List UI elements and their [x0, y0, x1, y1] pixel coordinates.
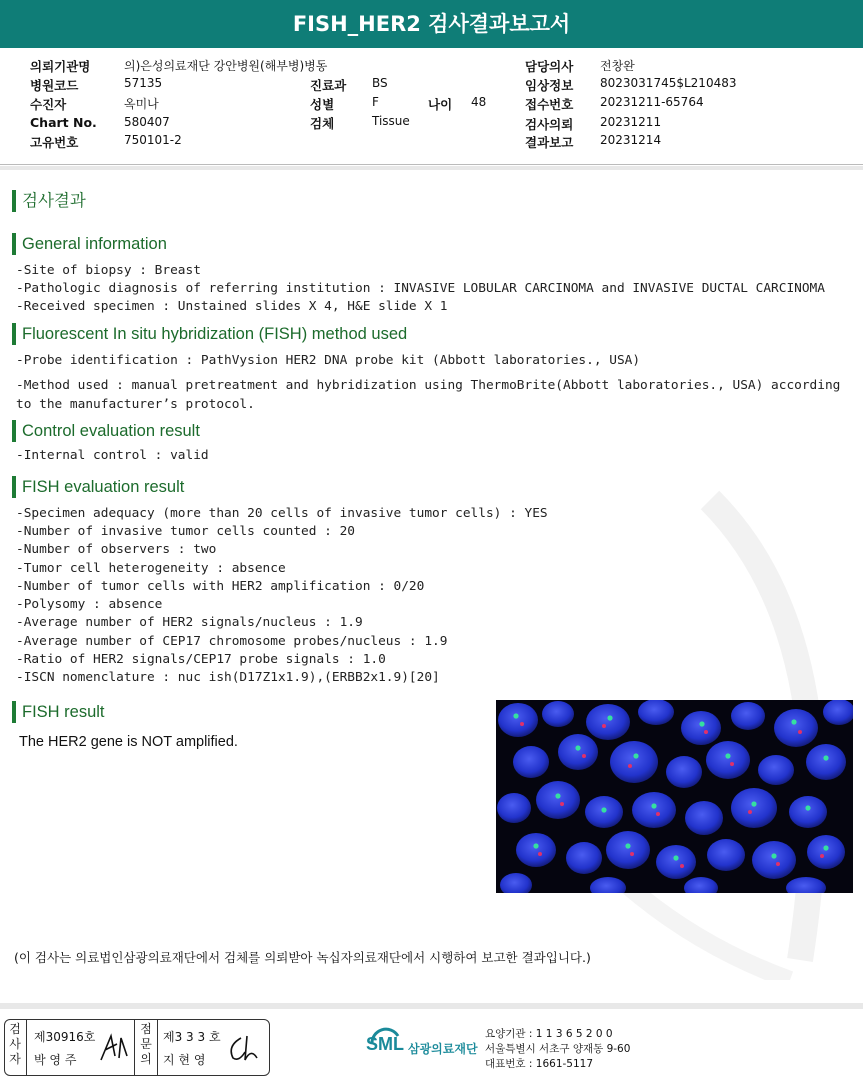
footer-divider — [0, 1003, 863, 1009]
general-site: -Site of biopsy : Breast — [16, 263, 201, 278]
hospital-code-label: 병원코드 — [30, 78, 79, 93]
method-line-1: -Method used : manual pretreatment and hybridization using ThermoBrite(Abbott laboratories., USA) according — [16, 378, 841, 393]
request-label: 검사의뢰 — [525, 117, 574, 132]
org-address-block — [485, 1027, 630, 1072]
section-results: 검사결과 — [12, 190, 86, 212]
doctor-label: 담당의사 — [525, 59, 574, 74]
receipt-value: 20231211-65764 — [600, 95, 704, 109]
doctor-value: 전창완 — [600, 59, 635, 73]
method-probe: -Probe identification : PathVysion HER2 DNA probe kit (Abbott laboratories., USA) — [16, 353, 641, 368]
section-evaluation: FISH evaluation result — [12, 476, 184, 498]
section-control: Control evaluation result — [12, 420, 200, 442]
evaluation-item-3: -Number of observers : two — [16, 542, 217, 557]
fish-result-text: The HER2 gene is NOT amplified. — [19, 734, 238, 750]
org-phone: 대표번호 : 1661-5117 — [485, 1058, 594, 1070]
report-title: FISH_HER2 검사결과보고서 — [0, 0, 863, 48]
request-value: 20231211 — [600, 115, 662, 129]
fish-microscopy-image — [496, 700, 853, 893]
evaluation-item-8: -Average number of CEP17 chromosome probes/nucleus : 1.9 — [16, 634, 448, 649]
org-name: 삼광의료재단 — [408, 1042, 478, 1056]
institution-label: 의뢰기관명 — [30, 59, 91, 74]
section-fish-result: FISH result — [12, 701, 105, 723]
header-divider — [0, 166, 863, 170]
method-line-2: to the manufacturer’s protocol. — [16, 397, 255, 412]
evaluation-item-5: -Number of tumor cells with HER2 amplification : 0/20 — [16, 579, 425, 594]
specialist-label: 점문의 — [140, 1022, 152, 1066]
evaluation-item-1: -Specimen adequacy (more than 20 cells of invasive tumor cells) : YES — [16, 506, 548, 521]
patient-label: 수진자 — [30, 97, 67, 112]
org-address: 서울특별시 서초구 양재동 9-60 — [485, 1043, 631, 1055]
sex-label: 성별 — [310, 97, 335, 112]
dept-label: 진료과 — [310, 78, 347, 93]
inspector-signature — [97, 1030, 133, 1064]
evaluation-item-9: -Ratio of HER2 signals/CEP17 probe signals : 1.0 — [16, 652, 386, 667]
evaluation-item-2: -Number of invasive tumor cells counted : 20 — [16, 524, 355, 539]
general-received: -Received specimen : Unstained slides X 4, H&E slide X 1 — [16, 299, 448, 314]
signature-box — [4, 1019, 270, 1076]
evaluation-item-7: -Average number of HER2 signals/nucleus : 1.9 — [16, 615, 363, 630]
institution-value: 의)은성의료재단 강안병원(해부병)병동 — [124, 59, 328, 73]
evaluation-item-4: -Tumor cell heterogeneity : absence — [16, 561, 286, 576]
org-code: 요양기관 : 1 1 3 6 5 2 0 0 — [485, 1028, 613, 1040]
specimen-label: 검체 — [310, 116, 335, 131]
specimen-value: Tissue — [372, 114, 410, 128]
clinical-label: 임상정보 — [525, 78, 574, 93]
age-label: 나이 — [428, 97, 453, 112]
control-internal: -Internal control : valid — [16, 448, 209, 463]
clinical-value: 8023031745$L210483 — [600, 76, 737, 90]
receipt-label: 접수번호 — [525, 97, 574, 112]
age-value: 48 — [471, 95, 487, 109]
chart-value: 580407 — [124, 115, 170, 129]
specialist-signature — [225, 1032, 263, 1064]
section-general: General information — [12, 233, 167, 255]
result-date-value: 20231214 — [600, 133, 662, 147]
unique-label: 고유번호 — [30, 135, 79, 150]
chart-label: Chart No. — [30, 115, 97, 130]
specialist-number: 제3 3 3 호 — [163, 1030, 221, 1044]
footnote: (이 검사는 의료법인삼광의료재단에서 검체를 의뢰받아 녹십자의료재단에서 시행하여 보고한 결과입니다.) — [14, 950, 591, 965]
evaluation-item-6: -Polysomy : absence — [16, 597, 163, 612]
section-method: Fluorescent In situ hybridization (FISH) method used — [12, 323, 407, 345]
result-date-label: 결과보고 — [525, 135, 574, 150]
inspector-name: 박 영 주 — [34, 1053, 77, 1067]
unique-value: 750101-2 — [124, 133, 182, 147]
specialist-name: 지 현 영 — [163, 1053, 206, 1067]
inspector-number: 제30916호 — [34, 1030, 96, 1044]
patient-value: 옥미나 — [124, 97, 159, 111]
evaluation-item-10: -ISCN nomenclature : nuc ish(D17Z1x1.9),(ERBB2x1.9)[20] — [16, 670, 440, 685]
general-pathologic: -Pathologic diagnosis of referring institution : INVASIVE LOBULAR CARCINOMA and INVASIVE DUCTAL CARCINOMA — [16, 281, 825, 296]
dept-value: BS — [372, 76, 388, 90]
hospital-code-value: 57135 — [124, 76, 163, 90]
sex-value: F — [372, 95, 379, 109]
logo-text: SML — [366, 1034, 404, 1054]
patient-info — [0, 50, 863, 165]
inspector-label: 검사자 — [9, 1022, 21, 1066]
